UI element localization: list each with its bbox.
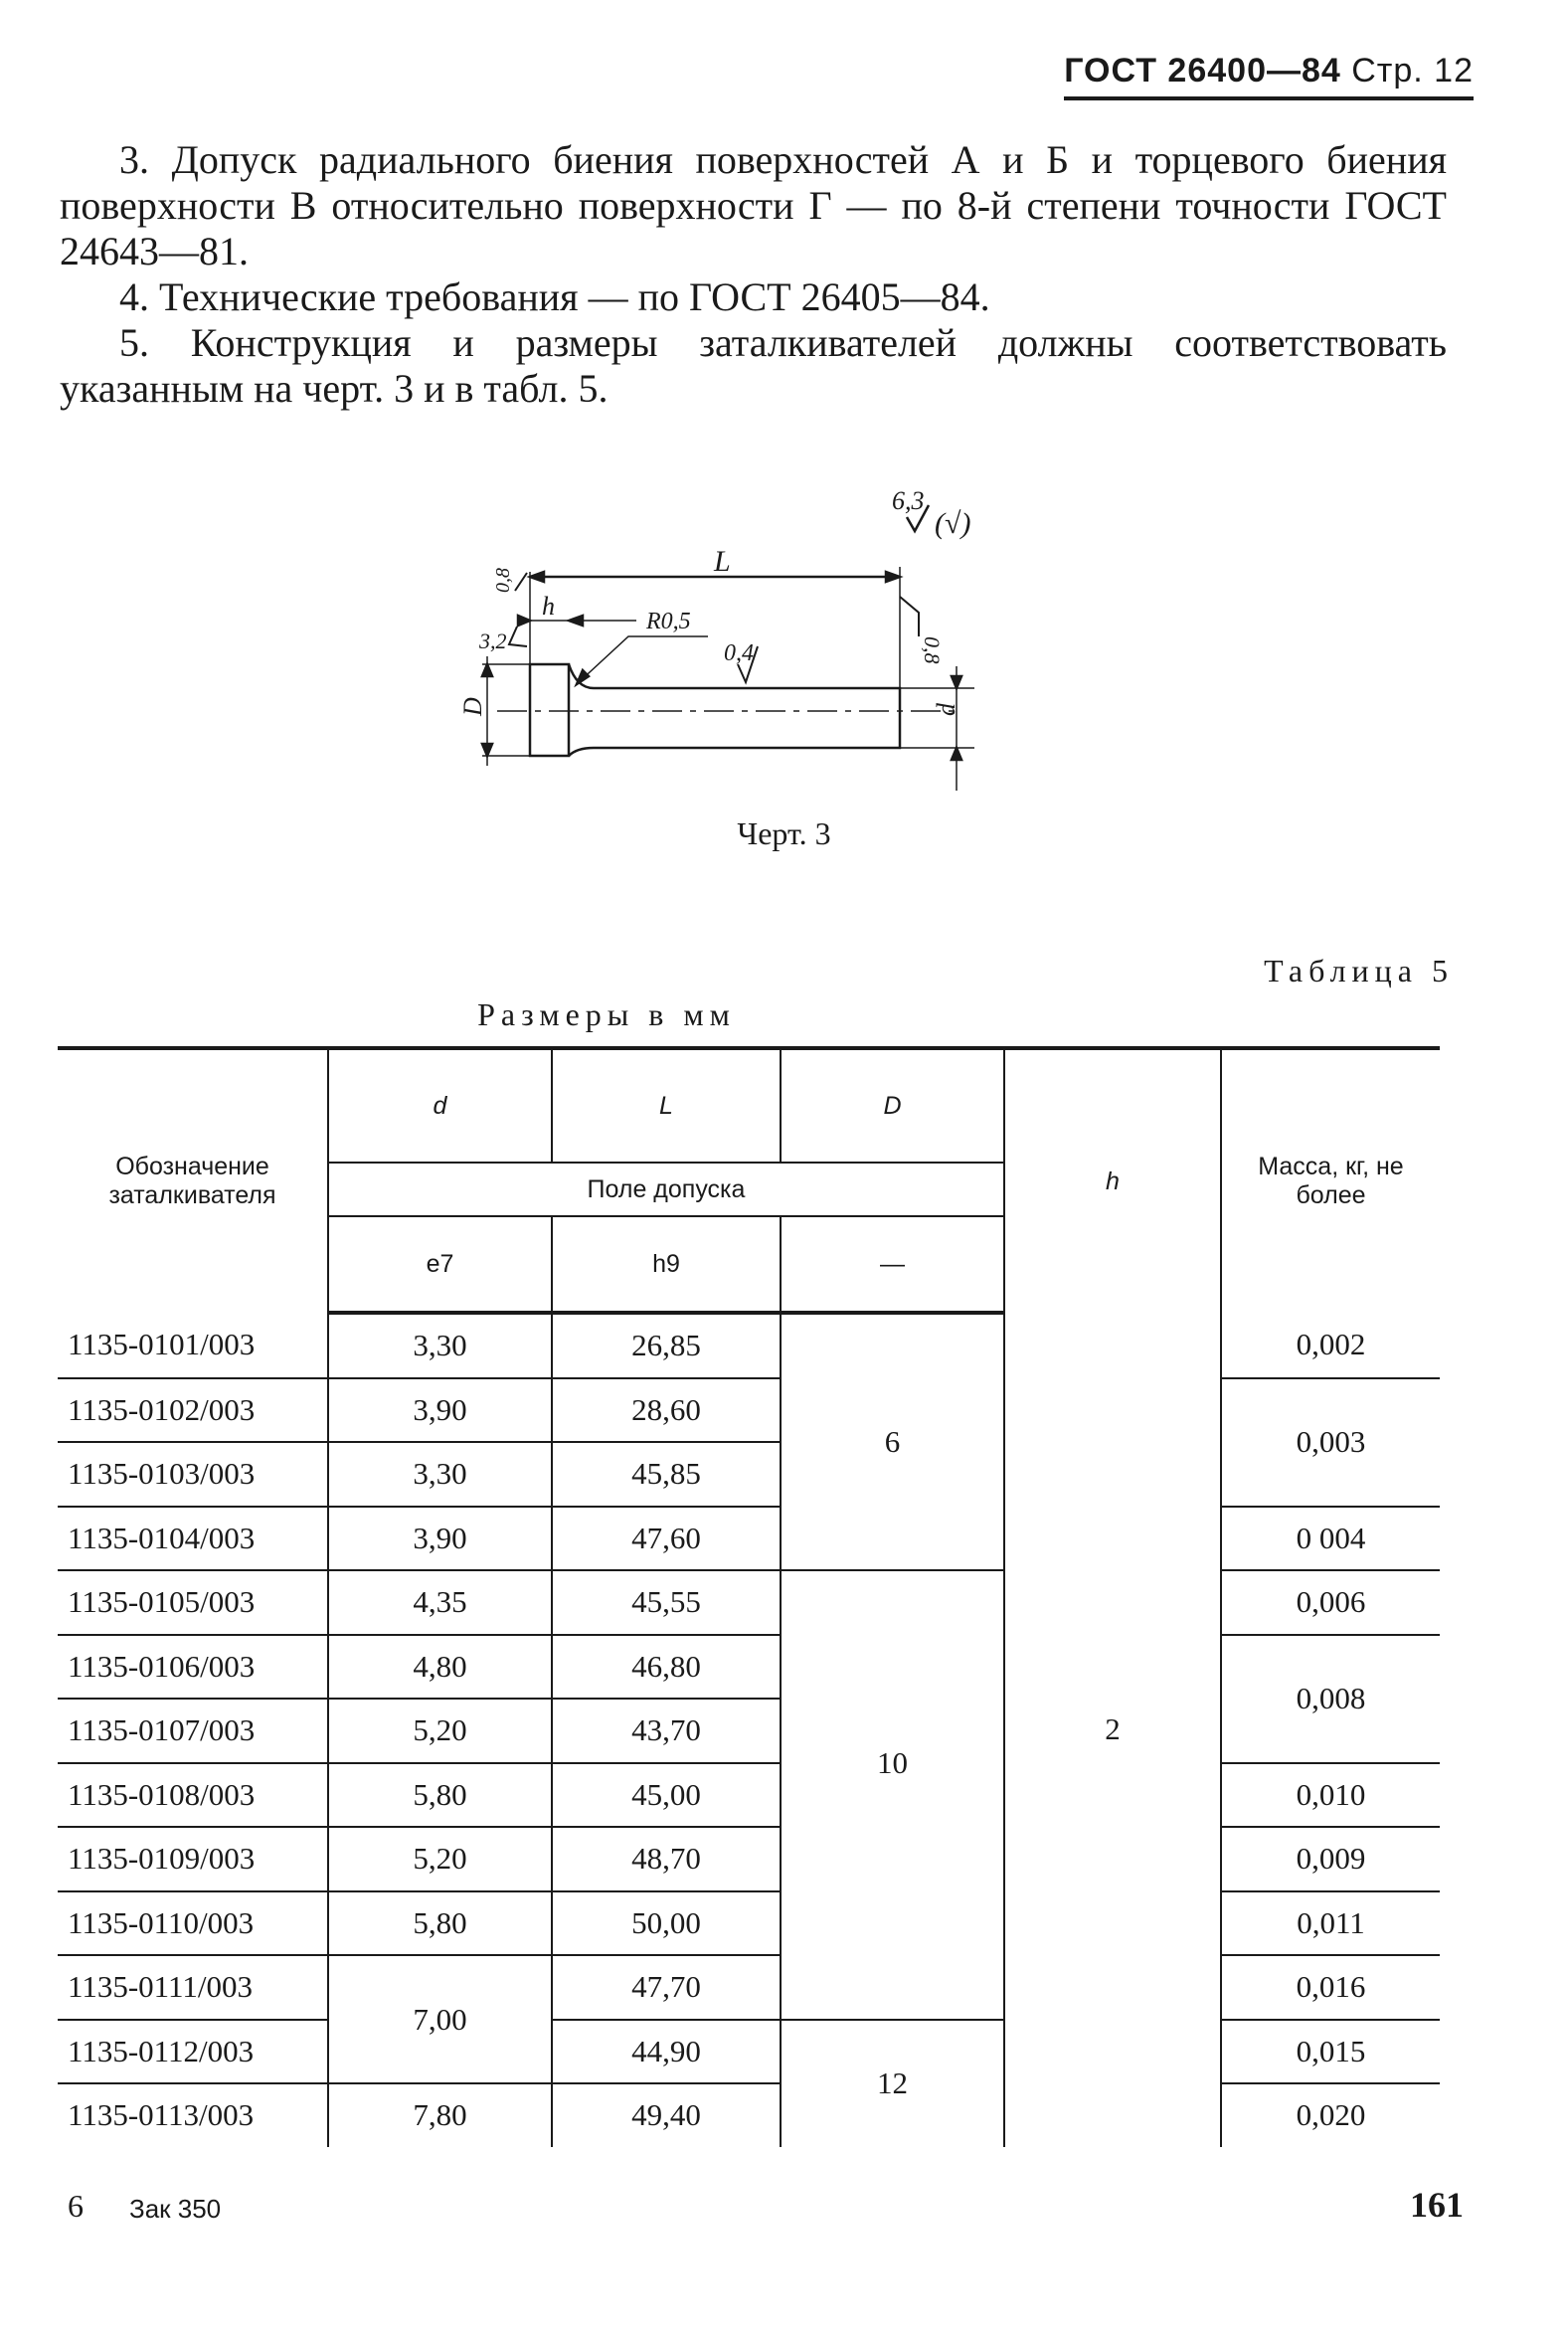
label-D: D xyxy=(458,697,487,716)
header-L: L xyxy=(552,1048,781,1163)
table-subtitle: Размеры в мм xyxy=(477,996,736,1032)
table-row: 1135-0103/003 3,30 45,85 xyxy=(58,1442,1440,1507)
h-value: 2 xyxy=(1004,1313,1221,2147)
header-gost: ГОСТ 26400—84 xyxy=(1064,52,1341,90)
header-d: d xyxy=(328,1048,552,1163)
table-row: 1135-0111/003 7,00 47,70 0,016 xyxy=(58,1955,1440,2020)
label-R05: R0,5 xyxy=(646,609,691,634)
label-L: L xyxy=(714,545,731,578)
table-row: 1135-0113/003 7,80 49,40 0,020 xyxy=(58,2083,1440,2147)
D-group-6: 6 xyxy=(781,1313,1004,1570)
D-group-10: 10 xyxy=(781,1570,1004,1955)
mass-group-0008: 0,008 xyxy=(1221,1635,1440,1763)
pin-head xyxy=(530,664,569,756)
D-group-12: 12 xyxy=(781,2020,1004,2147)
table-row: 1135-0107/003 5,20 43,70 xyxy=(58,1699,1440,1763)
table-row: 1135-0109/003 5,20 48,70 0,009 xyxy=(58,1827,1440,1891)
page-header xyxy=(1064,52,1474,100)
header-mass: Масса, кг, не более xyxy=(1221,1048,1440,1313)
paragraph-4: 4. Технические требования — по ГОСТ 26405—84. xyxy=(119,274,990,319)
label-h: h xyxy=(542,592,555,621)
technical-drawing xyxy=(0,477,1568,815)
page-number: 161 xyxy=(1410,2185,1464,2225)
drawing-caption: Черт. 3 xyxy=(737,815,831,851)
label-32: 3,2 xyxy=(479,628,507,653)
label-d: d xyxy=(932,703,960,716)
label-08-right: 0,8 xyxy=(920,636,945,664)
header-h: h xyxy=(1004,1048,1221,1313)
label-roughness-rest: (√) xyxy=(935,507,971,540)
header-D: D xyxy=(781,1048,1004,1163)
table-row: 1135-0106/003 4,80 46,80 0,008 xyxy=(58,1635,1440,1700)
table-row: 1135-0102/003 3,90 28,60 0,003 xyxy=(58,1378,1440,1443)
table-row: 1135-0108/003 5,80 45,00 0,010 xyxy=(58,1763,1440,1828)
header-tol-L: h9 xyxy=(552,1216,781,1313)
header-page-label: Стр. 12 xyxy=(1351,52,1474,90)
paragraph-3: 3. Допуск радиального биения поверхностей А и Б и торцевого биения поверхности В относительно поверхности Г — по 8-й степени точности ГОСТ 24643—81. xyxy=(60,137,1447,273)
dimensions-table xyxy=(58,1046,1440,2147)
pin-shank xyxy=(569,664,900,756)
header-tolerance-field: Поле допуска xyxy=(328,1163,1004,1216)
table-row: 1135-0112/003 44,90 12 0,015 xyxy=(58,2020,1440,2084)
label-roughness-main: 6,3 xyxy=(892,486,925,515)
label-04: 0,4 xyxy=(724,640,754,666)
header-tol-d: e7 xyxy=(328,1216,552,1313)
table-row: 1135-0104/003 3,90 47,60 0 004 xyxy=(58,1507,1440,1571)
header-tol-D: — xyxy=(781,1216,1004,1313)
footer-sheet: 6 xyxy=(68,2188,84,2224)
paragraph-5: 5. Конструкция и размеры заталкивателей должны соответствовать указанным на черт. 3 и в табл. 5. xyxy=(60,320,1447,411)
table-row: 1135-0105/003 4,35 45,55 10 0,006 xyxy=(58,1570,1440,1635)
footer-order: Зак 350 xyxy=(129,2194,222,2224)
table-row: 1135-0110/003 5,80 50,00 0,011 xyxy=(58,1891,1440,1956)
header-designation: Обозначение заталкивателя xyxy=(58,1048,328,1313)
label-08-left: 0,8 xyxy=(492,568,514,593)
table-row: 1135-0101/003 3,30 26,85 6 2 0,002 xyxy=(58,1313,1440,1378)
mass-group-0003: 0,003 xyxy=(1221,1378,1440,1507)
table-title: Таблица 5 xyxy=(1264,953,1454,988)
d-group-700: 7,00 xyxy=(328,1955,552,2083)
